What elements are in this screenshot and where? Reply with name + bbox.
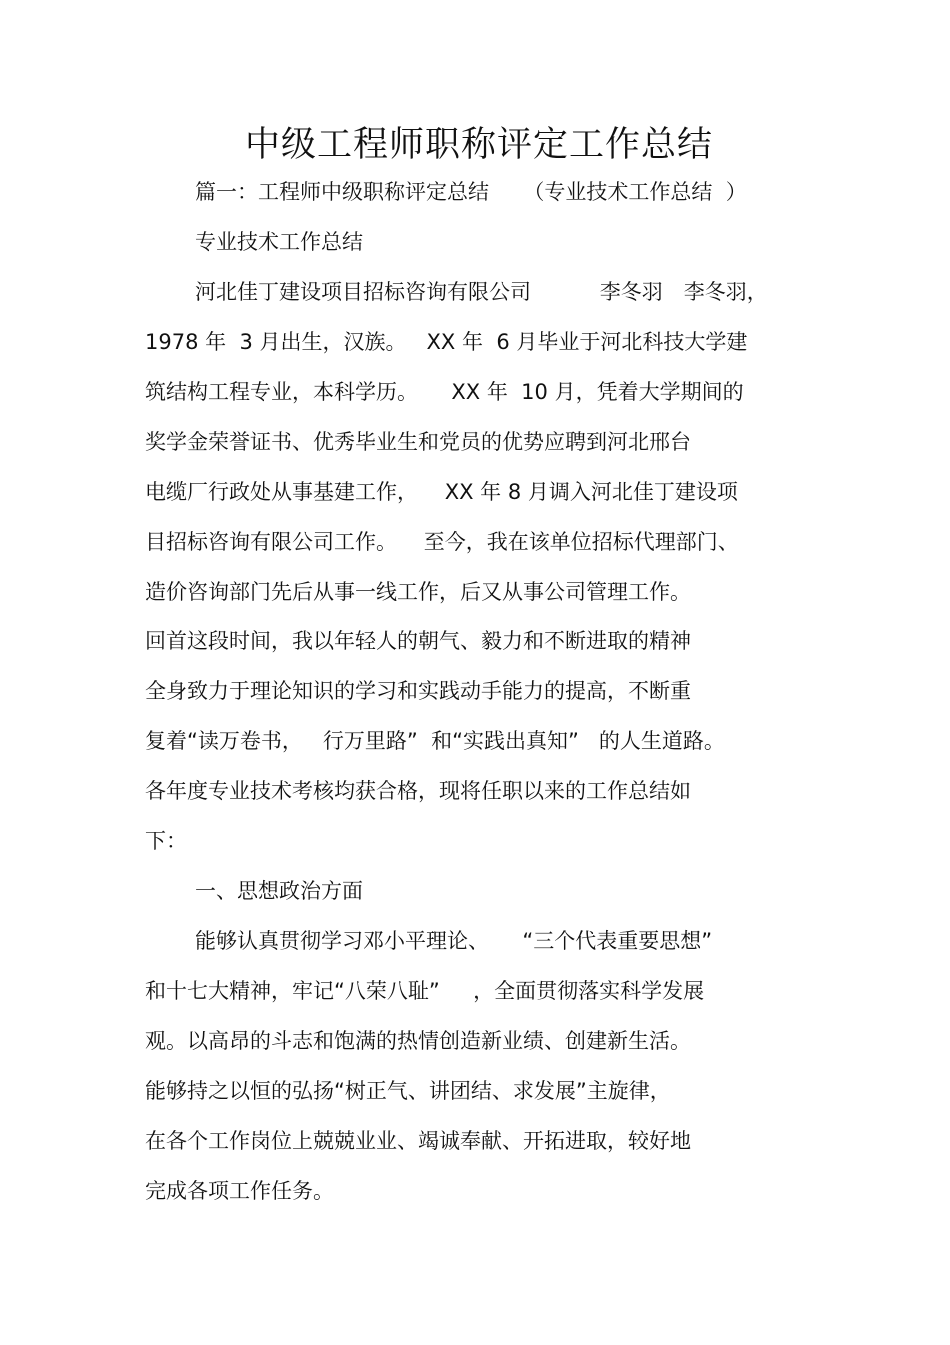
body-line: 能够持之以恒的弘扬“树正气、讲团结、求发展”主旋律， [145,1079,671,1103]
body-line: 在各个工作岗位上兢兢业业、竭诚奉献、开拓进取，较好地 [145,1129,691,1153]
body-line: 下： [145,829,187,853]
body-line: 河北佳丁建设项目招标咨询有限公司 李冬羽 李冬羽， [195,280,768,304]
body-line: 筑结构工程专业，本科学历。 XX 年 10 月，凭着大学期间的 [145,380,744,404]
body-line: 电缆厂行政处从事基建工作， XX 年 8 月调入河北佳丁建设项 [145,480,738,504]
body-line: 奖学金荣誉证书、优秀毕业生和党员的优势应聘到河北邢台 [145,430,691,454]
body-line: 目招标咨询有限公司工作。 至今，我在该单位招标代理部门、 [145,530,739,554]
body-line: 造价咨询部门先后从事一线工作，后又从事公司管理工作。 [145,580,691,604]
section-heading: 专业技术工作总结 [195,230,363,254]
body-line: 和十七大精神，牢记“八荣八耻” ，全面贯彻落实科学发展 [145,979,705,1003]
body-line: 各年度专业技术考核均获合格，现将任职以来的工作总结如 [145,779,691,803]
section-heading: 一、思想政治方面 [195,879,363,903]
document-title: 中级工程师职称评定工作总结 [244,125,713,165]
body-line: 完成各项工作任务。 [145,1179,334,1203]
body-line: 复着“读万卷书， 行万里路” 和“实践出真知” 的人生道路。 [145,729,725,753]
body-line: 回首这段时间，我以年轻人的朝气、毅力和不断进取的精神 [145,629,691,653]
body-line: 观。以高昂的斗志和饱满的热情创造新业绩、创建新生活。 [145,1029,691,1053]
body-line: 1978 年 3 月出生，汉族。 XX 年 6 月毕业于河北科技大学建 [145,330,748,354]
subtitle-line: 篇一：工程师中级职称评定总结 （专业技术工作总结 ） [195,180,747,204]
body-line: 能够认真贯彻学习邓小平理论、 “三个代表重要思想” [195,929,713,953]
body-line: 全身致力于理论知识的学习和实践动手能力的提高，不断重 [145,679,691,703]
